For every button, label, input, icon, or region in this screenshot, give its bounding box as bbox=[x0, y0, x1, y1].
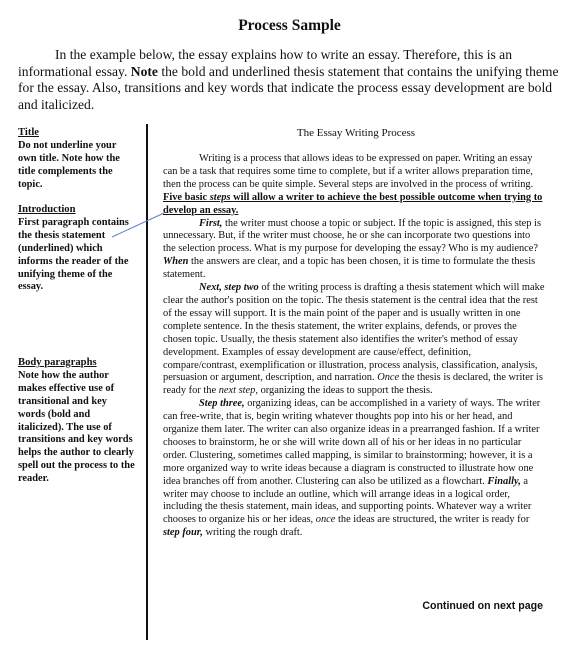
p4-text-d: writing the rough draft. bbox=[205, 527, 303, 539]
intro-text-2: the bold and underlined thesis statement that contains the unifying theme for the essay. Also, transitions and key words that indicate the process essay development are bold and italicized. bbox=[18, 63, 559, 112]
transition-once-2: once bbox=[315, 514, 336, 526]
p1-text: Writing is a process that allows ideas to be expressed on paper. Writing an essay can be a task that requires some time to complete, but if a writer allows preparation time, then the process can be quite simple. Several steps are involved in the process of writing. bbox=[163, 153, 534, 190]
transition-step-four: step four, bbox=[163, 527, 203, 539]
intro-note-label: Note bbox=[130, 63, 158, 79]
sidebar-heading-title: Title bbox=[18, 127, 39, 138]
p3-text-b: the thesis is declared, the writer is ready for the bbox=[163, 372, 543, 397]
sidebar-text-title: Do not underline your own title. Note how the title complements the topic. bbox=[18, 139, 120, 190]
p4-text-a: organizing ideas, can be accomplished in a variety of ways. The writer can free-write, that is, begin writing whatever thoughts pop into his or her head, and organize them later. The writer can also organize ideas in a prearranged fashion. If a writer chooses to brainstorm, he or she will write down all of his or her ideas in no particular order. Clustering, sometimes called mapping, is similar to brainstorming; however, it is a more organized way to write ideas because a diagram is constructed to illustrate how one idea branches off from another. Clustering can also be utilized as a flowchart. bbox=[163, 398, 541, 487]
transition-step-three: Step three, bbox=[199, 398, 245, 410]
essay-paragraph-2 bbox=[163, 218, 545, 283]
transition-when: When bbox=[163, 256, 189, 268]
p4-text-b: a writer may choose to include an outline, which will arrange ideas in a logical order, including the thesis statement, main ideas, and supporting points. Whatever way a writer chooses to organize his or her ideas, bbox=[163, 475, 532, 526]
thesis-part-a: Five basic bbox=[163, 191, 208, 203]
thesis-statement bbox=[163, 192, 542, 216]
p3-text-a: of the writing process is drafting a thesis statement which will make clear the author's position on the topic. The thesis statement is the central idea that the rest of the essay will support. It is the main point of the paper and is usually written in one complete sentence. In the thesis statement, the writer explains, defends, or proves the chosen topic. Usually, the thesis statement also identifies the writer's method of essay development. Examples of essay development are cause/effect, definition, compare/contrast, exemplification or illustration, process analysis, classification, analysis, persuasion or argument, description, and narration. bbox=[163, 282, 545, 384]
transition-finally: Finally, bbox=[487, 475, 521, 487]
p2-text-b: the answers are clear, and a topic has been chosen, it is time to formulate the thesis statement. bbox=[163, 256, 536, 281]
p2-text-a: the writer must choose a topic or subject. If the topic is assigned, this step is unnecessary. But, if the writer must choose, he or she can incorporate two questions into the selection process. What is my purpose for developing the essay? Who is my audience? bbox=[163, 217, 541, 255]
sidebar-text-introduction: First paragraph contains the thesis statement (underlined) which informs the reader of the unifying theme of the essay. bbox=[18, 216, 129, 293]
transition-next-step-two: Next, step two bbox=[199, 282, 259, 294]
p4-text-c: the ideas are structured, the writer is ready for bbox=[338, 514, 530, 526]
thesis-part-b: will allow a writer to achieve the best possible outcome when trying to develop an essay. bbox=[163, 191, 543, 216]
essay-paragraph-4 bbox=[163, 398, 545, 540]
essay-paragraph-3 bbox=[163, 282, 545, 398]
transition-next-step: next step, bbox=[218, 385, 258, 397]
continued-note: Continued on next page bbox=[422, 600, 543, 612]
essay-body bbox=[163, 153, 545, 540]
thesis-steps-word: steps bbox=[209, 191, 231, 203]
intro-text-1: In the example below, the essay explains how to write an essay. Therefore, this is an informational essay. bbox=[18, 47, 513, 79]
transition-once: Once bbox=[377, 372, 400, 384]
thesis-arrow-line bbox=[112, 213, 164, 237]
sidebar-heading-introduction: Introduction bbox=[18, 204, 76, 215]
essay-paragraph-1 bbox=[163, 153, 545, 218]
transition-first: First, bbox=[199, 217, 223, 229]
essay-title: The Essay Writing Process bbox=[296, 127, 416, 139]
sidebar-heading-body: Body paragraphs bbox=[18, 357, 97, 368]
p3-text-c: organizing the ideas to support the thesis. bbox=[260, 385, 433, 397]
sidebar-text-body: Note how the author makes effective use of transitional and key words (bold and italicized). The use of transitions and key words helps the author to clearly spell out the process to the reader. bbox=[18, 369, 135, 485]
page-title: Process Sample bbox=[238, 17, 341, 34]
